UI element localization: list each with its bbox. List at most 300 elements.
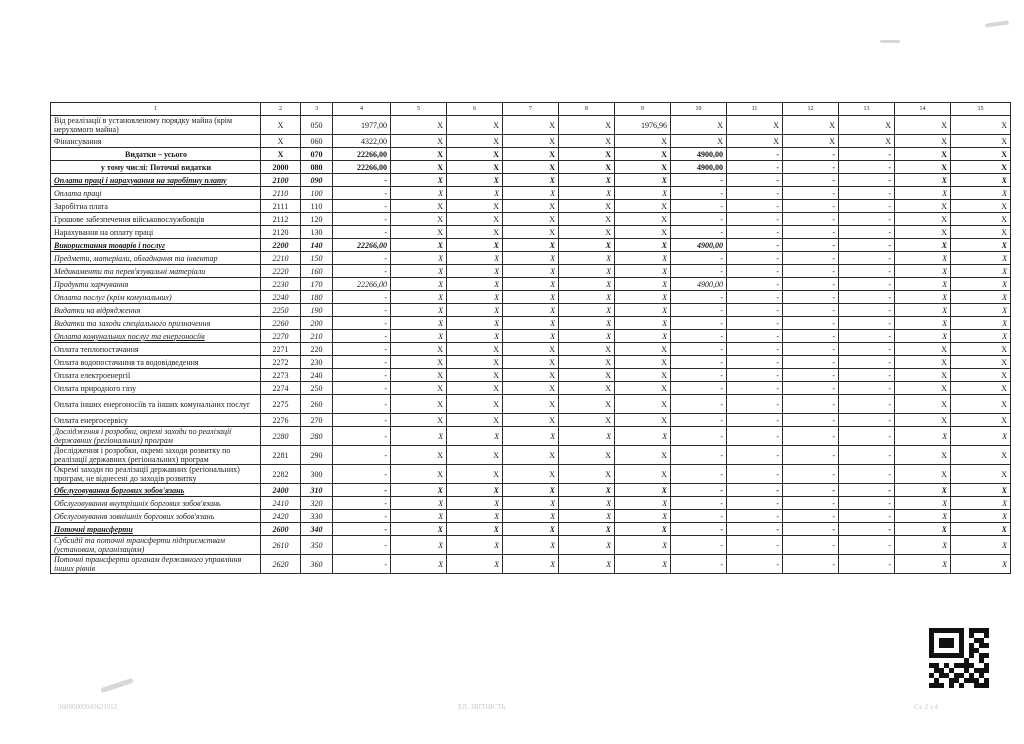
value-cell: - (839, 356, 895, 369)
value-cell: - (783, 226, 839, 239)
value-cell: - (671, 414, 727, 427)
table-row (51, 317, 1011, 330)
value-cell: Х (559, 369, 615, 382)
value-cell: Х (447, 497, 503, 510)
value-cell: - (783, 200, 839, 213)
value-cell: Х (391, 116, 447, 135)
value-cell: - (727, 187, 783, 200)
column-number-cell: 3 (301, 103, 333, 116)
row-name-cell: Оплата енергосервісу (51, 414, 261, 427)
value-cell: Х (503, 465, 559, 484)
value-cell: Х (503, 291, 559, 304)
value-cell: Х (951, 148, 1011, 161)
value-cell: - (727, 213, 783, 226)
table-row (51, 200, 1011, 213)
value-cell: Х (951, 239, 1011, 252)
value-cell: Х (447, 148, 503, 161)
amount-cell: - (333, 414, 391, 427)
value-cell: - (727, 161, 783, 174)
value-cell: Х (615, 213, 671, 226)
value-cell: Х (503, 446, 559, 465)
kekv-code-cell: 2111 (261, 200, 301, 213)
value-cell: Х (503, 252, 559, 265)
value-cell: Х (615, 317, 671, 330)
value-cell: - (783, 536, 839, 555)
value-cell: Х (447, 265, 503, 278)
kekv-code-cell: 2410 (261, 497, 301, 510)
value-cell: Х (503, 382, 559, 395)
value-cell: - (839, 148, 895, 161)
value-cell: - (783, 265, 839, 278)
value-cell: - (839, 382, 895, 395)
value-cell: - (839, 330, 895, 343)
line-code-cell: 340 (301, 523, 333, 536)
value-cell: Х (615, 446, 671, 465)
row-name-cell: Оплата праці і нарахування на заробітну плату (51, 174, 261, 187)
value-cell: Х (559, 427, 615, 446)
value-cell: Х (895, 414, 951, 427)
line-code-cell: 300 (301, 465, 333, 484)
value-cell: Х (503, 265, 559, 278)
table-row (51, 330, 1011, 343)
row-name-cell: Оплата природного газу (51, 382, 261, 395)
amount-cell: - (333, 382, 391, 395)
value-cell: Х (447, 135, 503, 148)
line-code-cell: 130 (301, 226, 333, 239)
value-cell: - (783, 555, 839, 574)
footer-document-code: 36000000945621052 (58, 703, 118, 711)
value-cell: Х (615, 252, 671, 265)
value-cell: Х (391, 446, 447, 465)
value-cell: - (839, 174, 895, 187)
value-cell: - (671, 523, 727, 536)
value-cell: Х (391, 265, 447, 278)
value-cell: Х (951, 484, 1011, 497)
row-name-cell: Грошове забезпечення військовослужбовців (51, 213, 261, 226)
column-number-cell: 10 (671, 103, 727, 116)
value-cell: Х (895, 555, 951, 574)
amount-cell: 22266,00 (333, 278, 391, 291)
amount-cell: - (333, 265, 391, 278)
value-cell: Х (391, 465, 447, 484)
value-cell: Х (951, 343, 1011, 356)
value-cell: - (671, 465, 727, 484)
value-cell: Х (951, 414, 1011, 427)
kekv-code-cell: 2100 (261, 174, 301, 187)
value-cell: - (727, 536, 783, 555)
line-code-cell: 170 (301, 278, 333, 291)
line-code-cell: 200 (301, 317, 333, 330)
kekv-code-cell: 2112 (261, 213, 301, 226)
amount-cell: - (333, 213, 391, 226)
row-name-cell: Видатки на відрядження (51, 304, 261, 317)
column-number-cell: 6 (447, 103, 503, 116)
value-cell: Х (391, 161, 447, 174)
value-cell: - (727, 330, 783, 343)
table-row (51, 265, 1011, 278)
value-cell: - (671, 395, 727, 414)
row-name-cell: Оплата праці (51, 187, 261, 200)
value-cell: Х (615, 523, 671, 536)
value-cell: - (727, 239, 783, 252)
value-cell: Х (447, 427, 503, 446)
value-cell: Х (503, 330, 559, 343)
value-cell: Х (615, 174, 671, 187)
value-cell: - (783, 252, 839, 265)
value-cell: 1976,96 (615, 116, 671, 135)
value-cell: - (727, 265, 783, 278)
value-cell: Х (503, 555, 559, 574)
value-cell: Х (559, 239, 615, 252)
value-cell: Х (615, 510, 671, 523)
value-cell: - (839, 226, 895, 239)
value-cell: Х (615, 414, 671, 427)
value-cell: Х (615, 148, 671, 161)
value-cell: Х (895, 427, 951, 446)
value-cell: - (839, 555, 895, 574)
table-row (51, 174, 1011, 187)
value-cell: - (839, 200, 895, 213)
column-number-cell: 4 (333, 103, 391, 116)
line-code-cell: 210 (301, 330, 333, 343)
value-cell: Х (559, 116, 615, 135)
value-cell: Х (503, 414, 559, 427)
value-cell: Х (783, 116, 839, 135)
value-cell: Х (615, 343, 671, 356)
value-cell: - (839, 510, 895, 523)
value-cell: Х (503, 187, 559, 200)
value-cell: Х (951, 174, 1011, 187)
value-cell: Х (895, 465, 951, 484)
value-cell: Х (391, 135, 447, 148)
row-name-cell: Фінансування (51, 135, 261, 148)
value-cell: 4900,00 (671, 148, 727, 161)
line-code-cell: 280 (301, 427, 333, 446)
value-cell: Х (391, 148, 447, 161)
value-cell: Х (559, 317, 615, 330)
value-cell: Х (615, 330, 671, 343)
line-code-cell: 160 (301, 265, 333, 278)
value-cell: Х (615, 395, 671, 414)
value-cell: - (727, 148, 783, 161)
value-cell: - (727, 343, 783, 356)
row-name-cell: Предмети, матеріали, обладнання та інвентар (51, 252, 261, 265)
table-row (51, 414, 1011, 427)
value-cell: - (727, 200, 783, 213)
line-code-cell: 150 (301, 252, 333, 265)
value-cell: - (783, 291, 839, 304)
value-cell: Х (391, 226, 447, 239)
value-cell: - (783, 343, 839, 356)
table-row (51, 523, 1011, 536)
kekv-code-cell: 2276 (261, 414, 301, 427)
row-name-cell: Обслуговування боргових зобов'язань (51, 484, 261, 497)
kekv-code-cell: 2280 (261, 427, 301, 446)
value-cell: Х (391, 510, 447, 523)
value-cell: Х (895, 135, 951, 148)
value-cell: Х (559, 510, 615, 523)
value-cell: - (727, 226, 783, 239)
value-cell: - (727, 465, 783, 484)
value-cell: Х (559, 226, 615, 239)
value-cell: - (839, 427, 895, 446)
line-code-cell: 110 (301, 200, 333, 213)
value-cell: - (839, 369, 895, 382)
amount-cell: - (333, 369, 391, 382)
value-cell: Х (895, 510, 951, 523)
value-cell: Х (391, 200, 447, 213)
kekv-code-cell: 2210 (261, 252, 301, 265)
value-cell: - (671, 213, 727, 226)
value-cell: Х (503, 427, 559, 446)
value-cell: Х (391, 317, 447, 330)
row-name-cell: Обслуговування внутрішніх боргових зобов'язань (51, 497, 261, 510)
column-number-cell: 8 (559, 103, 615, 116)
value-cell: - (671, 187, 727, 200)
value-cell: - (671, 497, 727, 510)
value-cell: Х (559, 356, 615, 369)
row-name-cell: Нарахування на оплату праці (51, 226, 261, 239)
value-cell: Х (503, 239, 559, 252)
amount-cell: - (333, 497, 391, 510)
value-cell: - (839, 465, 895, 484)
value-cell: Х (895, 213, 951, 226)
table-row (51, 356, 1011, 369)
value-cell: - (839, 239, 895, 252)
kekv-code-cell: 2275 (261, 395, 301, 414)
value-cell: - (671, 369, 727, 382)
value-cell: Х (951, 356, 1011, 369)
table-row (51, 304, 1011, 317)
line-code-cell: 230 (301, 356, 333, 369)
table-row (51, 226, 1011, 239)
value-cell: - (839, 395, 895, 414)
kekv-code-cell: 2230 (261, 278, 301, 291)
row-name-cell: Поточні трансферти (51, 523, 261, 536)
value-cell: Х (559, 304, 615, 317)
value-cell: - (671, 427, 727, 446)
value-cell: Х (951, 555, 1011, 574)
value-cell: Х (671, 135, 727, 148)
row-name-cell: Субсидії та поточні трансферти підприємствам (установам, організаціям) (51, 536, 261, 555)
value-cell: - (727, 369, 783, 382)
kekv-code-cell: 2272 (261, 356, 301, 369)
value-cell: Х (559, 382, 615, 395)
line-code-cell: 080 (301, 161, 333, 174)
row-name-cell: Видатки – усього (51, 148, 261, 161)
value-cell: Х (951, 116, 1011, 135)
value-cell: Х (951, 497, 1011, 510)
table-row (51, 536, 1011, 555)
line-code-cell: 320 (301, 497, 333, 510)
value-cell: Х (727, 116, 783, 135)
line-code-cell: 270 (301, 414, 333, 427)
value-cell: - (839, 291, 895, 304)
value-cell: Х (615, 427, 671, 446)
amount-cell: 22266,00 (333, 239, 391, 252)
value-cell: Х (615, 304, 671, 317)
value-cell: - (839, 317, 895, 330)
value-cell: Х (391, 239, 447, 252)
value-cell: - (839, 252, 895, 265)
value-cell: Х (951, 510, 1011, 523)
value-cell: Х (559, 555, 615, 574)
table-row (51, 239, 1011, 252)
value-cell: Х (895, 174, 951, 187)
value-cell: - (671, 382, 727, 395)
value-cell: Х (559, 536, 615, 555)
value-cell: - (671, 536, 727, 555)
value-cell: Х (503, 135, 559, 148)
value-cell: Х (391, 343, 447, 356)
amount-cell: - (333, 536, 391, 555)
value-cell: Х (951, 427, 1011, 446)
value-cell: Х (391, 395, 447, 414)
value-cell: Х (447, 356, 503, 369)
kekv-code-cell: 2270 (261, 330, 301, 343)
value-cell: Х (895, 226, 951, 239)
value-cell: Х (951, 226, 1011, 239)
amount-cell: - (333, 343, 391, 356)
scan-mark (880, 40, 900, 43)
scan-mark (100, 678, 134, 693)
value-cell: Х (391, 330, 447, 343)
value-cell: Х (951, 265, 1011, 278)
column-number-cell: 5 (391, 103, 447, 116)
line-code-cell: 350 (301, 536, 333, 555)
value-cell: Х (447, 510, 503, 523)
value-cell: Х (503, 317, 559, 330)
value-cell: Х (839, 135, 895, 148)
value-cell: - (727, 523, 783, 536)
value-cell: - (783, 187, 839, 200)
value-cell: Х (951, 200, 1011, 213)
value-cell: Х (895, 161, 951, 174)
value-cell: Х (727, 135, 783, 148)
value-cell: Х (559, 446, 615, 465)
amount-cell: 22266,00 (333, 148, 391, 161)
column-number-cell: 13 (839, 103, 895, 116)
value-cell: Х (559, 278, 615, 291)
value-cell: Х (615, 484, 671, 497)
value-cell: - (839, 187, 895, 200)
row-name-cell: Оплата теплопостачання (51, 343, 261, 356)
value-cell: Х (615, 536, 671, 555)
value-cell: - (783, 427, 839, 446)
value-cell: Х (559, 148, 615, 161)
table-row (51, 252, 1011, 265)
kekv-code-cell: 2110 (261, 187, 301, 200)
value-cell: Х (895, 343, 951, 356)
value-cell: Х (391, 484, 447, 497)
value-cell: - (783, 369, 839, 382)
table-row (51, 497, 1011, 510)
value-cell: Х (503, 536, 559, 555)
value-cell: - (671, 265, 727, 278)
kekv-code-cell: Х (261, 116, 301, 135)
kekv-code-cell: 2271 (261, 343, 301, 356)
line-code-cell: 360 (301, 555, 333, 574)
value-cell: Х (447, 200, 503, 213)
value-cell: Х (951, 523, 1011, 536)
value-cell: - (671, 510, 727, 523)
value-cell: - (839, 304, 895, 317)
kekv-code-cell: 2273 (261, 369, 301, 382)
value-cell: Х (391, 356, 447, 369)
amount-cell: - (333, 304, 391, 317)
value-cell: Х (447, 116, 503, 135)
value-cell: Х (503, 174, 559, 187)
value-cell: - (783, 382, 839, 395)
amount-cell: 22266,00 (333, 161, 391, 174)
kekv-code-cell: 2000 (261, 161, 301, 174)
kekv-code-cell: 2240 (261, 291, 301, 304)
value-cell: - (839, 484, 895, 497)
value-cell: - (783, 239, 839, 252)
line-code-cell: 140 (301, 239, 333, 252)
value-cell: Х (503, 161, 559, 174)
value-cell: Х (559, 174, 615, 187)
value-cell: - (783, 523, 839, 536)
value-cell: Х (559, 330, 615, 343)
value-cell: - (727, 446, 783, 465)
amount-cell: - (333, 446, 391, 465)
value-cell: - (727, 484, 783, 497)
value-cell: Х (559, 213, 615, 226)
amount-cell: - (333, 317, 391, 330)
value-cell: Х (503, 356, 559, 369)
value-cell: Х (391, 369, 447, 382)
value-cell: Х (503, 304, 559, 317)
amount-cell: - (333, 174, 391, 187)
value-cell: Х (951, 291, 1011, 304)
amount-cell: - (333, 427, 391, 446)
value-cell: Х (615, 465, 671, 484)
value-cell: - (783, 174, 839, 187)
value-cell: Х (559, 343, 615, 356)
line-code-cell: 090 (301, 174, 333, 187)
kekv-code-cell: 2400 (261, 484, 301, 497)
value-cell: 4900,00 (671, 239, 727, 252)
value-cell: - (783, 213, 839, 226)
value-cell: Х (447, 343, 503, 356)
value-cell: Х (391, 252, 447, 265)
table-row (51, 116, 1011, 135)
value-cell: Х (615, 187, 671, 200)
value-cell: - (783, 465, 839, 484)
kekv-code-cell: 2610 (261, 536, 301, 555)
value-cell: Х (895, 330, 951, 343)
value-cell: - (839, 523, 895, 536)
column-number-cell: 12 (783, 103, 839, 116)
value-cell: Х (615, 265, 671, 278)
qr-code (929, 628, 989, 688)
value-cell: - (839, 343, 895, 356)
value-cell: - (727, 555, 783, 574)
value-cell: Х (895, 200, 951, 213)
amount-cell: - (333, 356, 391, 369)
column-number-cell: 11 (727, 103, 783, 116)
value-cell: Х (895, 252, 951, 265)
value-cell: - (671, 330, 727, 343)
value-cell: Х (447, 536, 503, 555)
kekv-code-cell: 2600 (261, 523, 301, 536)
value-cell: Х (391, 304, 447, 317)
value-cell: Х (559, 252, 615, 265)
value-cell: Х (447, 226, 503, 239)
value-cell: Х (671, 116, 727, 135)
value-cell: Х (615, 356, 671, 369)
